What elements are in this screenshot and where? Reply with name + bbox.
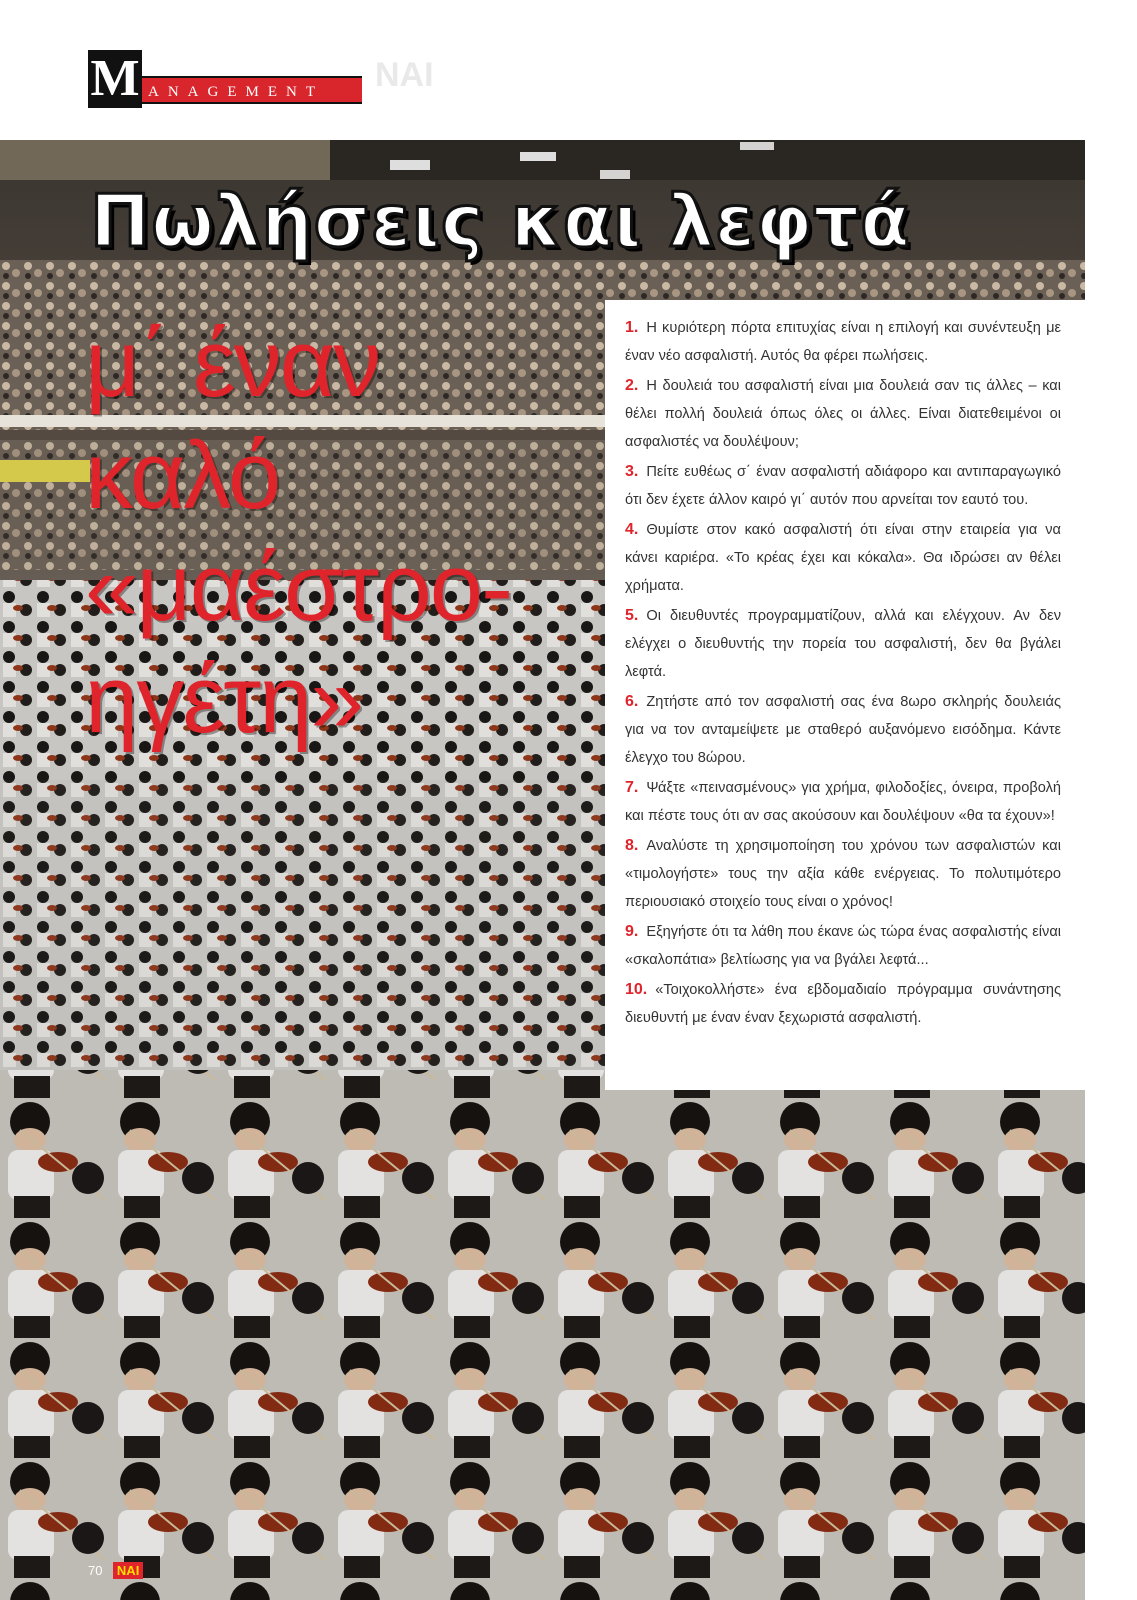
tip-text: Αναλύστε τη χρησιμοποίηση του χρόνου των ασφαλιστών και «τιμολογήστε» τους την αξία κάθε ενέργειας. Το πολυτιμότερο περιουσιακό στοιχείο τους είναι ο χρόνος! <box>625 838 1061 910</box>
tip-text: Ψάξτε «πεινασμένους» για χρήμα, φιλοδοξίες, όνειρα, προβολή και πέστε τους ότι αν σας ακούσουν και δουλέψουν «θα τα έχουν»! <box>625 780 1061 824</box>
tip-number: 10. <box>625 981 648 998</box>
tip-text: Η κυριότερη πόρτα επιτυχίας είναι η επιλογή και συνέντευξη με έναν νέο ασφαλιστή. Αυτός θα φέρει πωλήσεις. <box>625 320 1061 364</box>
tip-item <box>625 458 1061 514</box>
tip-item <box>625 516 1061 600</box>
subheadline-line: καλό <box>85 422 280 529</box>
tip-number: 2. <box>625 377 639 394</box>
tip-text: Οι διευθυντές προγραμματίζουν, αλλά και ελέγχουν. Αν δεν ελέγχει ο διευθυντής την πορεία του ασφαλιστή, δεν θα βγάλει λεφτά. <box>625 608 1061 680</box>
tip-text: Πείτε ευθέως σ΄ έναν ασφαλιστή αδιάφορο και αντιπαραγωγικό ότι δεν έχετε άλλον καιρό γι΄ αυτόν που αρνείται τον εαυτό του. <box>625 464 1061 508</box>
subheadline-line: «μαέστρο- <box>85 534 512 641</box>
tip-number: 4. <box>625 521 639 538</box>
tip-number: 3. <box>625 463 639 480</box>
subheadline-line: μ΄ έναν <box>85 310 380 417</box>
tip-item <box>625 314 1061 370</box>
tips-panel <box>605 300 1085 1090</box>
tip-item <box>625 688 1061 772</box>
tip-item <box>625 976 1061 1032</box>
section-label: ANAGEMENT <box>142 76 362 104</box>
tip-text: Θυμίστε στον κακό ασφαλιστή ότι είναι στην εταιρεία για να κάνει καριέρα. «Το κρέας έχει και κόκαλα». Θα ιδρώσει αν θέλει χρήματα. <box>625 522 1061 594</box>
tip-item <box>625 372 1061 456</box>
tip-item <box>625 602 1061 686</box>
tip-text: Εξηγήστε ότι τα λάθη που έκανε ώς τώρα ένας ασφαλιστής είναι «σκαλοπάτια» βελτίωσης για να βγάλει λεφτά... <box>625 924 1061 968</box>
faint-bleed-through-text: NAI <box>375 56 434 94</box>
page-folio <box>88 1562 143 1584</box>
tip-text: «Τοιχοκολλήστε» ένα εβδομαδιαίο πρόγραμμα συνάντησης διευθυντή με έναν έναν ξεχωριστά ασφαλιστή. <box>625 982 1061 1026</box>
headline: Πωλήσεις και λεφτά <box>90 179 911 263</box>
subheadline-line: ηγέτη» <box>85 646 362 753</box>
section-initial: M <box>88 50 142 108</box>
tip-item <box>625 774 1061 830</box>
tip-number: 9. <box>625 923 639 940</box>
magazine-logo: NAI <box>113 1562 143 1579</box>
section-header <box>88 50 368 108</box>
tip-item <box>625 918 1061 974</box>
tip-number: 5. <box>625 607 639 624</box>
tip-text: Ζητήστε από τον ασφαλιστή σας ένα 8ωρο σκληρής δουλειάς για να τον ανταμείψετε με σταθερό αυξανόμενο εισόδημα. Κάντε έλεγχο του 8ώρου. <box>625 694 1061 766</box>
subheadline <box>85 308 512 756</box>
tip-number: 6. <box>625 693 639 710</box>
page-number: 70 <box>88 1563 103 1578</box>
tip-number: 1. <box>625 319 639 336</box>
tip-item <box>625 832 1061 916</box>
tip-text: Η δουλειά του ασφαλιστή είναι μια δουλειά σαν τις άλλες – και θέλει πολλή δουλειά όπως όλες οι άλλες. Είναι διατεθειμένοι οι ασφαλιστές να δουλέψουν; <box>625 378 1061 450</box>
tip-number: 8. <box>625 837 639 854</box>
tip-number: 7. <box>625 779 639 796</box>
